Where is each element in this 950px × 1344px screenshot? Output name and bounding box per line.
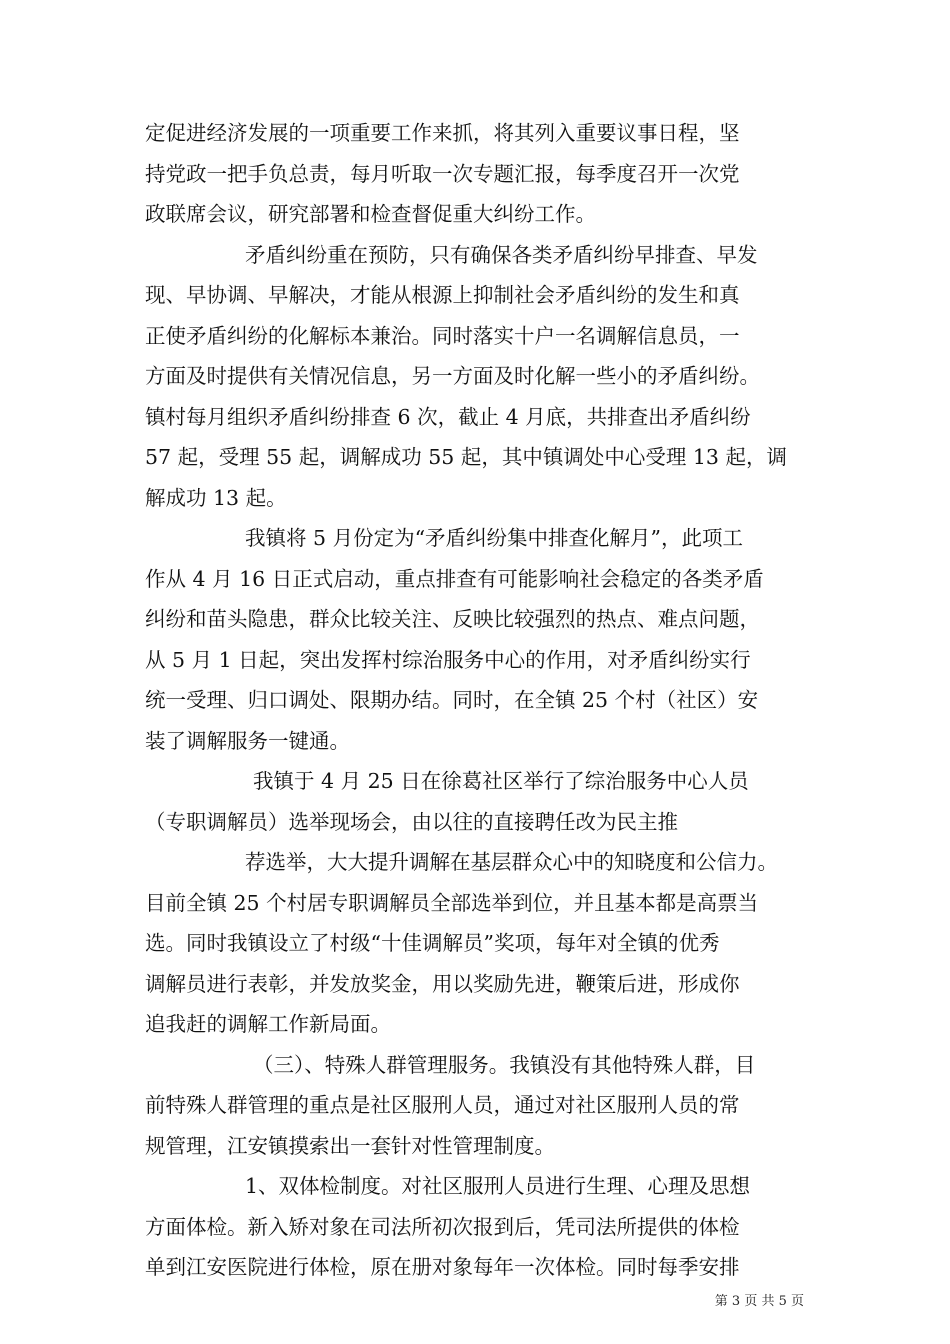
text-line: 装了调解服务一键通。 <box>145 728 350 753</box>
text-line: 我镇将 5 月份定为“矛盾纠纷集中排查化解月”，此项工 <box>245 526 744 550</box>
page-number: 第 3 页 共 5 页 <box>714 1294 804 1309</box>
text-line: 从 5 月 1 日起，突出发挥村综治服务中心的作用，对矛盾纠纷实行 <box>145 647 751 672</box>
text-line: 正使矛盾纠纷的化解标本兼治。同时落实十户一名调解信息员，一 <box>145 323 740 348</box>
text-line: 政联席会议，研究部署和检查督促重大纠纷工作。 <box>145 202 596 226</box>
text-line: 方面体检。新入矫对象在司法所初次报到后，凭司法所提供的体检 <box>145 1214 740 1239</box>
text-line: 调解员进行表彰，并发放奖金，用以奖励先进，鞭策后进，形成你 <box>145 971 740 996</box>
text-line: 1、双体检制度。对社区服刑人员进行生理、心理及思想 <box>245 1174 751 1198</box>
text-line: 单到江安医院进行体检，原在册对象每年一次体检。同时每季安排 <box>145 1255 740 1279</box>
document-body <box>145 113 805 1288</box>
text-line: 选。同时我镇设立了村级“十佳调解员”奖项，每年对全镇的优秀 <box>145 931 720 955</box>
text-line: 前特殊人群管理的重点是社区服刑人员，通过对社区服刑人员的常 <box>145 1093 740 1117</box>
text-line: 解成功 13 起。 <box>145 485 287 510</box>
text-line: 57 起，受理 55 起，调解成功 55 起，其中镇调处中心受理 13 起，调 <box>145 445 787 469</box>
text-line: 定促进经济发展的一项重要工作来抓，将其列入重要议事日程，坚 <box>145 121 740 145</box>
text-line: 荐选举，大大提升调解在基层群众心中的知晓度和公信力。 <box>245 850 778 874</box>
text-line: 纠纷和苗头隐患，群众比较关注、反映比较强烈的热点、难点问题， <box>145 607 760 631</box>
text-line: 矛盾纠纷重在预防，只有确保各类矛盾纠纷早排查、早发 <box>245 242 758 267</box>
text-line: 统一受理、归口调处、限期办结。同时，在全镇 25 个村（社区）安 <box>145 688 759 712</box>
text-line: 目前全镇 25 个村居专职调解员全部选举到位，并且基本都是高票当 <box>145 890 759 915</box>
text-line: 方面及时提供有关情况信息，另一方面及时化解一些小的矛盾纠纷。 <box>145 364 760 388</box>
text-line: 规管理，江安镇摸索出一套针对性管理制度。 <box>145 1133 555 1158</box>
text-line: 追我赶的调解工作新局面。 <box>145 1012 391 1036</box>
text-line: 镇村每月组织矛盾纠纷排查 6 次，截止 4 月底，共排查出矛盾纠纷 <box>145 404 751 429</box>
text-line: 持党政一把手负总责，每月听取一次专题汇报，每季度召开一次党 <box>145 161 740 186</box>
text-line: （三）、特殊人群管理服务。我镇没有其他特殊人群，目 <box>253 1052 756 1077</box>
text-line: 我镇于 4 月 25 日在徐葛社区举行了综治服务中心人员 <box>253 769 749 793</box>
text-line: （专职调解员）选举现场会，由以往的直接聘任改为民主推 <box>145 809 678 834</box>
text-line: 作从 4 月 16 日正式启动，重点排查有可能影响社会稳定的各类矛盾 <box>145 566 764 591</box>
text-line: 现、早协调、早解决，才能从根源上抑制社会矛盾纠纷的发生和真 <box>145 283 740 307</box>
